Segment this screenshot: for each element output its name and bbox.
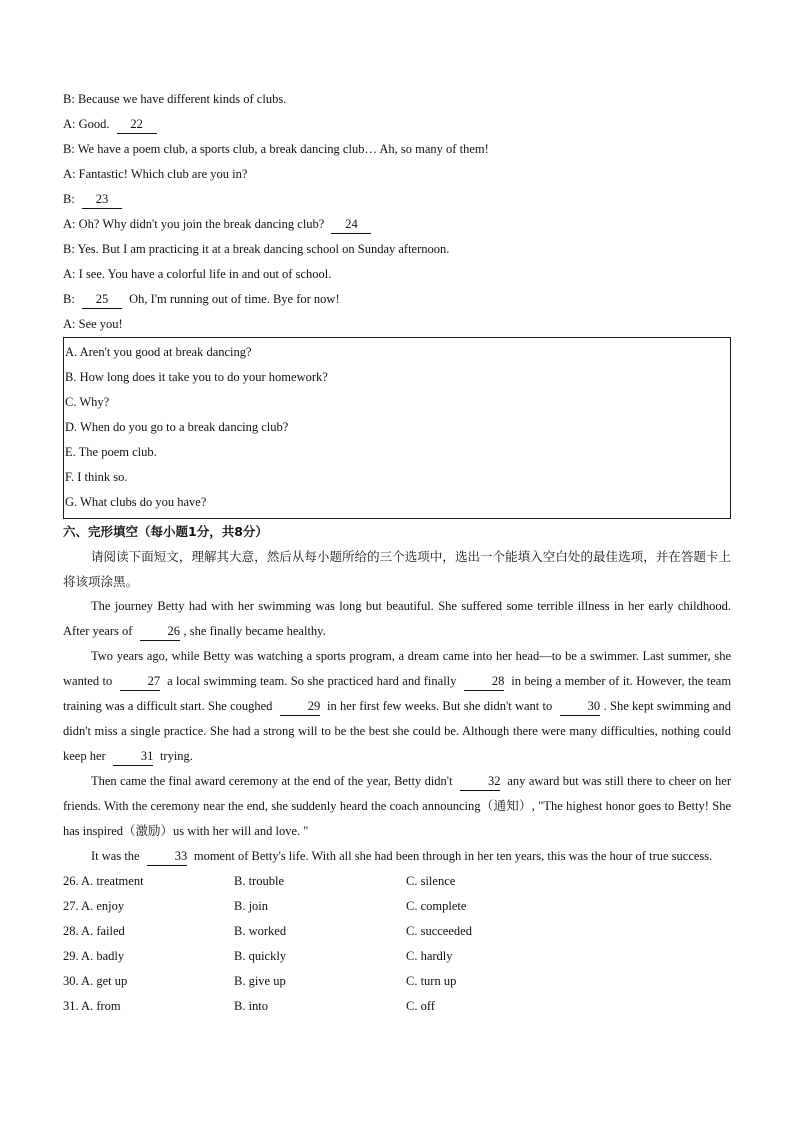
passage-text: . She kept swimming and didn't miss a single practice. She had a strong will to be the best she could be. Although there were many difficulties, nothing could keep her bbox=[63, 699, 731, 763]
dialogue-line bbox=[63, 312, 731, 337]
passage-text: trying. bbox=[159, 749, 193, 763]
choice-c[interactable]: C. complete bbox=[406, 899, 467, 913]
answer-blank-30[interactable]: 30 bbox=[560, 698, 600, 716]
speaker-label: B: bbox=[63, 92, 75, 106]
dialogue bbox=[63, 87, 731, 337]
option-item: D. When do you go to a break dancing club? bbox=[65, 420, 289, 434]
option-item: G. What clubs do you have? bbox=[65, 495, 207, 509]
answer-blank-28[interactable]: 28 bbox=[464, 673, 504, 691]
speaker-label: A: bbox=[63, 217, 76, 231]
choice-b[interactable]: B. give up bbox=[234, 974, 286, 988]
option-item: B. How long does it take you to do your homework? bbox=[65, 370, 328, 384]
dialogue-text: Fantastic! Which club are you in? bbox=[78, 167, 248, 181]
choice-row bbox=[63, 969, 731, 994]
speaker-label: B: bbox=[63, 142, 75, 156]
passage-text: a local swimming team. So she practiced hard and finally bbox=[167, 674, 457, 688]
dialogue-line bbox=[63, 187, 731, 212]
section-instruction: 请阅读下面短文，理解其大意，然后从每小题所给的三个选项中，选出一个能填入空白处的最佳选项，并在答题卡上将该项涂黑。 bbox=[63, 549, 731, 589]
option-item: E. The poem club. bbox=[65, 445, 157, 459]
choice-c[interactable]: C. succeeded bbox=[406, 924, 472, 938]
choice-c[interactable]: C. turn up bbox=[406, 974, 457, 988]
dialogue-line bbox=[63, 287, 731, 312]
speaker-label: A: bbox=[63, 317, 76, 331]
passage-paragraph bbox=[63, 644, 731, 769]
answer-blank-27[interactable]: 27 bbox=[120, 673, 160, 691]
choice-row bbox=[63, 869, 731, 894]
choice-row bbox=[63, 919, 731, 944]
choice-b[interactable]: B. quickly bbox=[234, 949, 287, 963]
passage-text: in being a member of it. However, the team training was a difficult start. She coughed bbox=[63, 674, 732, 713]
choice-list bbox=[63, 869, 731, 1019]
passage-text: moment of Betty's life. With all she had been through in her ten years, this was the hour of true success. bbox=[193, 849, 713, 863]
speaker-label: B: bbox=[63, 192, 75, 206]
answer-blank-29[interactable]: 29 bbox=[280, 698, 320, 716]
dialogue-line bbox=[63, 262, 731, 287]
dialogue-text: Good. bbox=[78, 117, 110, 131]
dialogue-text: See you! bbox=[78, 317, 123, 331]
dialogue-line bbox=[63, 112, 731, 137]
answer-blank-26[interactable]: 26 bbox=[140, 623, 180, 641]
passage-paragraph bbox=[63, 769, 731, 844]
passage-paragraph bbox=[63, 594, 731, 644]
dialogue-text: Oh? Why didn't you join the break dancing club? bbox=[78, 217, 325, 231]
dialogue-text: We have a poem club, a sports club, a break dancing club… Ah, so many of them! bbox=[77, 142, 489, 156]
choice-a[interactable]: 26. A. treatment bbox=[63, 874, 144, 888]
answer-blank-24[interactable]: 24 bbox=[331, 216, 371, 234]
speaker-label: A: bbox=[63, 117, 76, 131]
answer-blank-33[interactable]: 33 bbox=[147, 848, 187, 866]
passage-text: Two years ago, while Betty was watching a sports program, a dream came into her head—to be a swimmer. Last summer, she wanted to bbox=[63, 649, 731, 688]
answer-blank-25[interactable]: 25 bbox=[82, 291, 122, 309]
dialogue-text: Because we have different kinds of clubs. bbox=[77, 92, 287, 106]
choice-b[interactable]: B. into bbox=[234, 999, 269, 1013]
choice-c[interactable]: C. silence bbox=[406, 874, 456, 888]
passage-text: Then came the final award ceremony at the end of the year, Betty didn't bbox=[91, 774, 453, 788]
dialogue-line bbox=[63, 237, 731, 262]
option-item: C. Why? bbox=[65, 395, 110, 409]
dialogue-line bbox=[63, 137, 731, 162]
answer-blank-32[interactable]: 32 bbox=[460, 773, 500, 791]
passage-text: , she finally became healthy. bbox=[183, 624, 326, 638]
passage-paragraph bbox=[63, 844, 731, 869]
choice-c[interactable]: C. hardly bbox=[406, 949, 453, 963]
choice-row bbox=[63, 994, 731, 1019]
answer-blank-23[interactable]: 23 bbox=[82, 191, 122, 209]
dialogue-line bbox=[63, 162, 731, 187]
choice-b[interactable]: B. join bbox=[234, 899, 269, 913]
dialogue-text: Oh, I'm running out of time. Bye for now! bbox=[129, 292, 340, 306]
passage-text: in her first few weeks. But she didn't want to bbox=[327, 699, 553, 713]
choice-c[interactable]: C. off bbox=[406, 999, 435, 1013]
speaker-label: B: bbox=[63, 242, 75, 256]
choice-a[interactable]: 27. A. enjoy bbox=[63, 899, 125, 913]
dialogue-line bbox=[63, 212, 731, 237]
choice-b[interactable]: B. trouble bbox=[234, 874, 284, 888]
choice-a[interactable]: 29. A. badly bbox=[63, 949, 125, 963]
answer-blank-22[interactable]: 22 bbox=[117, 116, 157, 134]
speaker-label: A: bbox=[63, 267, 76, 281]
passage-text: It was the bbox=[91, 849, 140, 863]
options-box bbox=[63, 337, 731, 519]
passage-text: The journey Betty had with her swimming was long but beautiful. She suffered some terrible illness in her early childhood. After years of bbox=[63, 599, 731, 638]
passage-text: any award but was still there to cheer on her friends. With the ceremony near the end, she suddenly heard the coach announcing（通知）, "The highest honor goes to Betty! She has inspired（激励）us with her will and love. " bbox=[63, 774, 732, 838]
choice-row bbox=[63, 944, 731, 969]
choice-a[interactable]: 28. A. failed bbox=[63, 924, 125, 938]
choice-a[interactable]: 31. A. from bbox=[63, 999, 121, 1013]
answer-blank-31[interactable]: 31 bbox=[113, 748, 153, 766]
choice-a[interactable]: 30. A. get up bbox=[63, 974, 128, 988]
option-item: F. I think so. bbox=[65, 470, 128, 484]
dialogue-line bbox=[63, 87, 731, 112]
dialogue-text: Yes. But I am practicing it at a break dancing school on Sunday afternoon. bbox=[77, 242, 450, 256]
dialogue-text: I see. You have a colorful life in and out of school. bbox=[78, 267, 332, 281]
section-heading: 六、完形填空（每小题1分，共8分） bbox=[63, 524, 268, 539]
choice-b[interactable]: B. worked bbox=[234, 924, 287, 938]
speaker-label: A: bbox=[63, 167, 76, 181]
option-item: A. Aren't you good at break dancing? bbox=[65, 345, 252, 359]
speaker-label: B: bbox=[63, 292, 75, 306]
exam-page bbox=[63, 87, 731, 1019]
choice-row bbox=[63, 894, 731, 919]
